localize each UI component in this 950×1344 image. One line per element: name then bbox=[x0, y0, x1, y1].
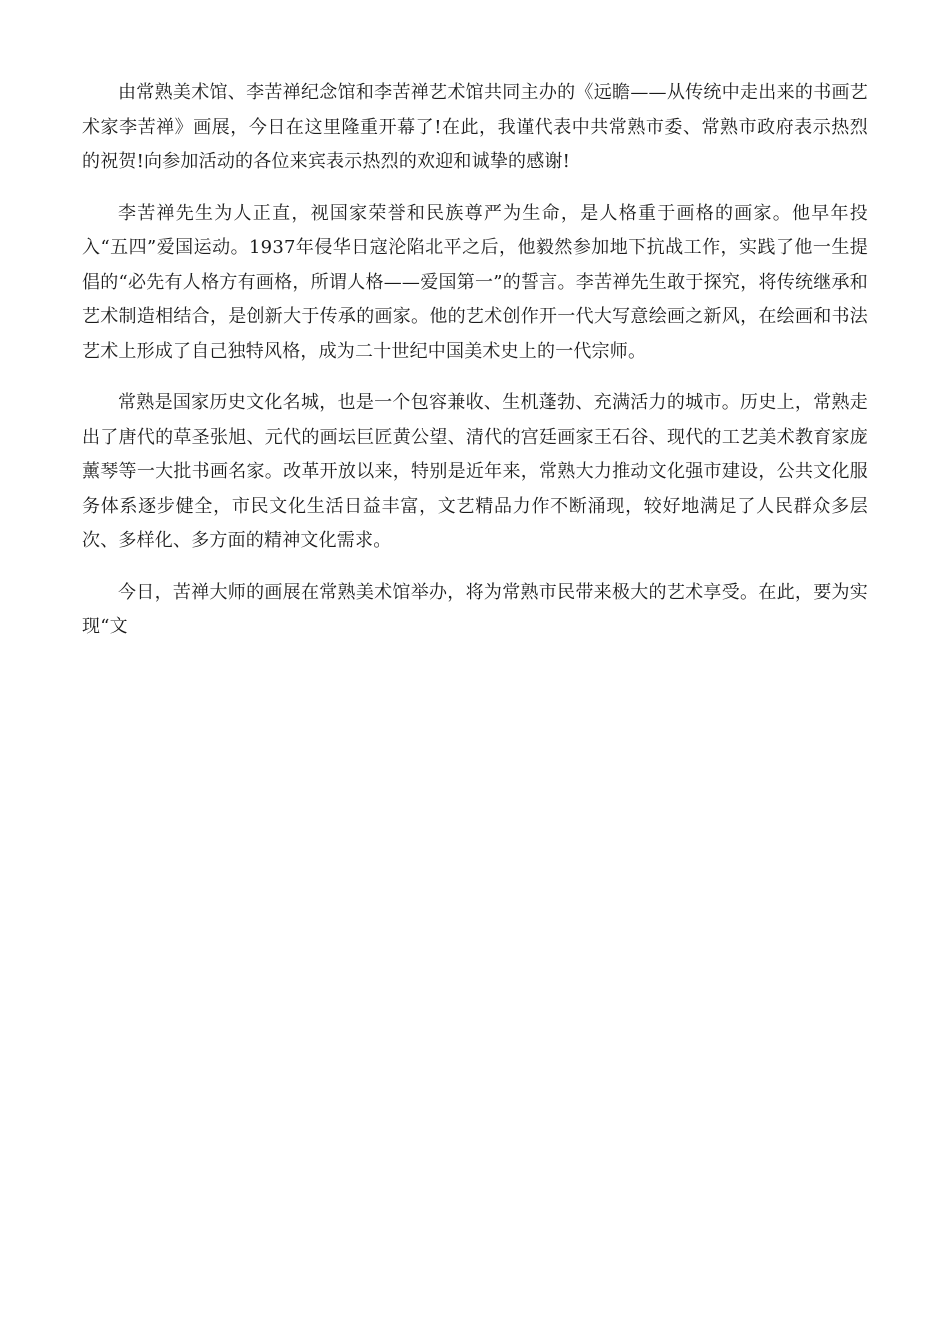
paragraph-biography: 李苦禅先生为人正直，视国家荣誉和民族尊严为生命，是人格重于画格的画家。他早年投入“五四”爱国运动。1937年侵华日寇沦陷北平之后，他毅然参加地下抗战工作，实践了他一生提倡的“必先有人格方有画格，所谓人格——爱国第一”的誓言。李苦禅先生敢于探究，将传统继承和艺术制造相结合，是创新大于传承的画家。他的艺术创作开一代大写意绘画之新风，在绘画和书法艺术上形成了自己独特风格，成为二十世纪中国美术史上的一代宗师。 bbox=[82, 202, 868, 362]
paragraph-exhibition: 今日，苦禅大师的画展在常熟美术馆举办，将为常熟市民带来极大的艺术享受。在此，要为实现“文 bbox=[82, 581, 868, 637]
paragraph-changshu: 常熟是国家历史文化名城，也是一个包容兼收、生机蓬勃、充满活力的城市。历史上，常熟走出了唐代的草圣张旭、元代的画坛巨匠黄公望、清代的宫廷画家王石谷、现代的工艺美术教育家庞薰琴等一大批书画名家。改革开放以来，特别是近年来，常熟大力推动文化强市建设，公共文化服务体系逐步健全，市民文化生活日益丰富，文艺精品力作不断涌现，较好地满足了人民群众多层次、多样化、多方面的精神文化需求。 bbox=[82, 392, 868, 551]
paragraph-opening: 由常熟美术馆、李苦禅纪念馆和李苦禅艺术馆共同主办的《远瞻——从传统中走出来的书画艺术家李苦禅》画展，今日在这里隆重开幕了!在此，我谨代表中共常熟市委、常熟市政府表示热烈的祝贺!向参加活动的各位来宾表示热烈的欢迎和诚挚的感谢! bbox=[82, 82, 868, 172]
